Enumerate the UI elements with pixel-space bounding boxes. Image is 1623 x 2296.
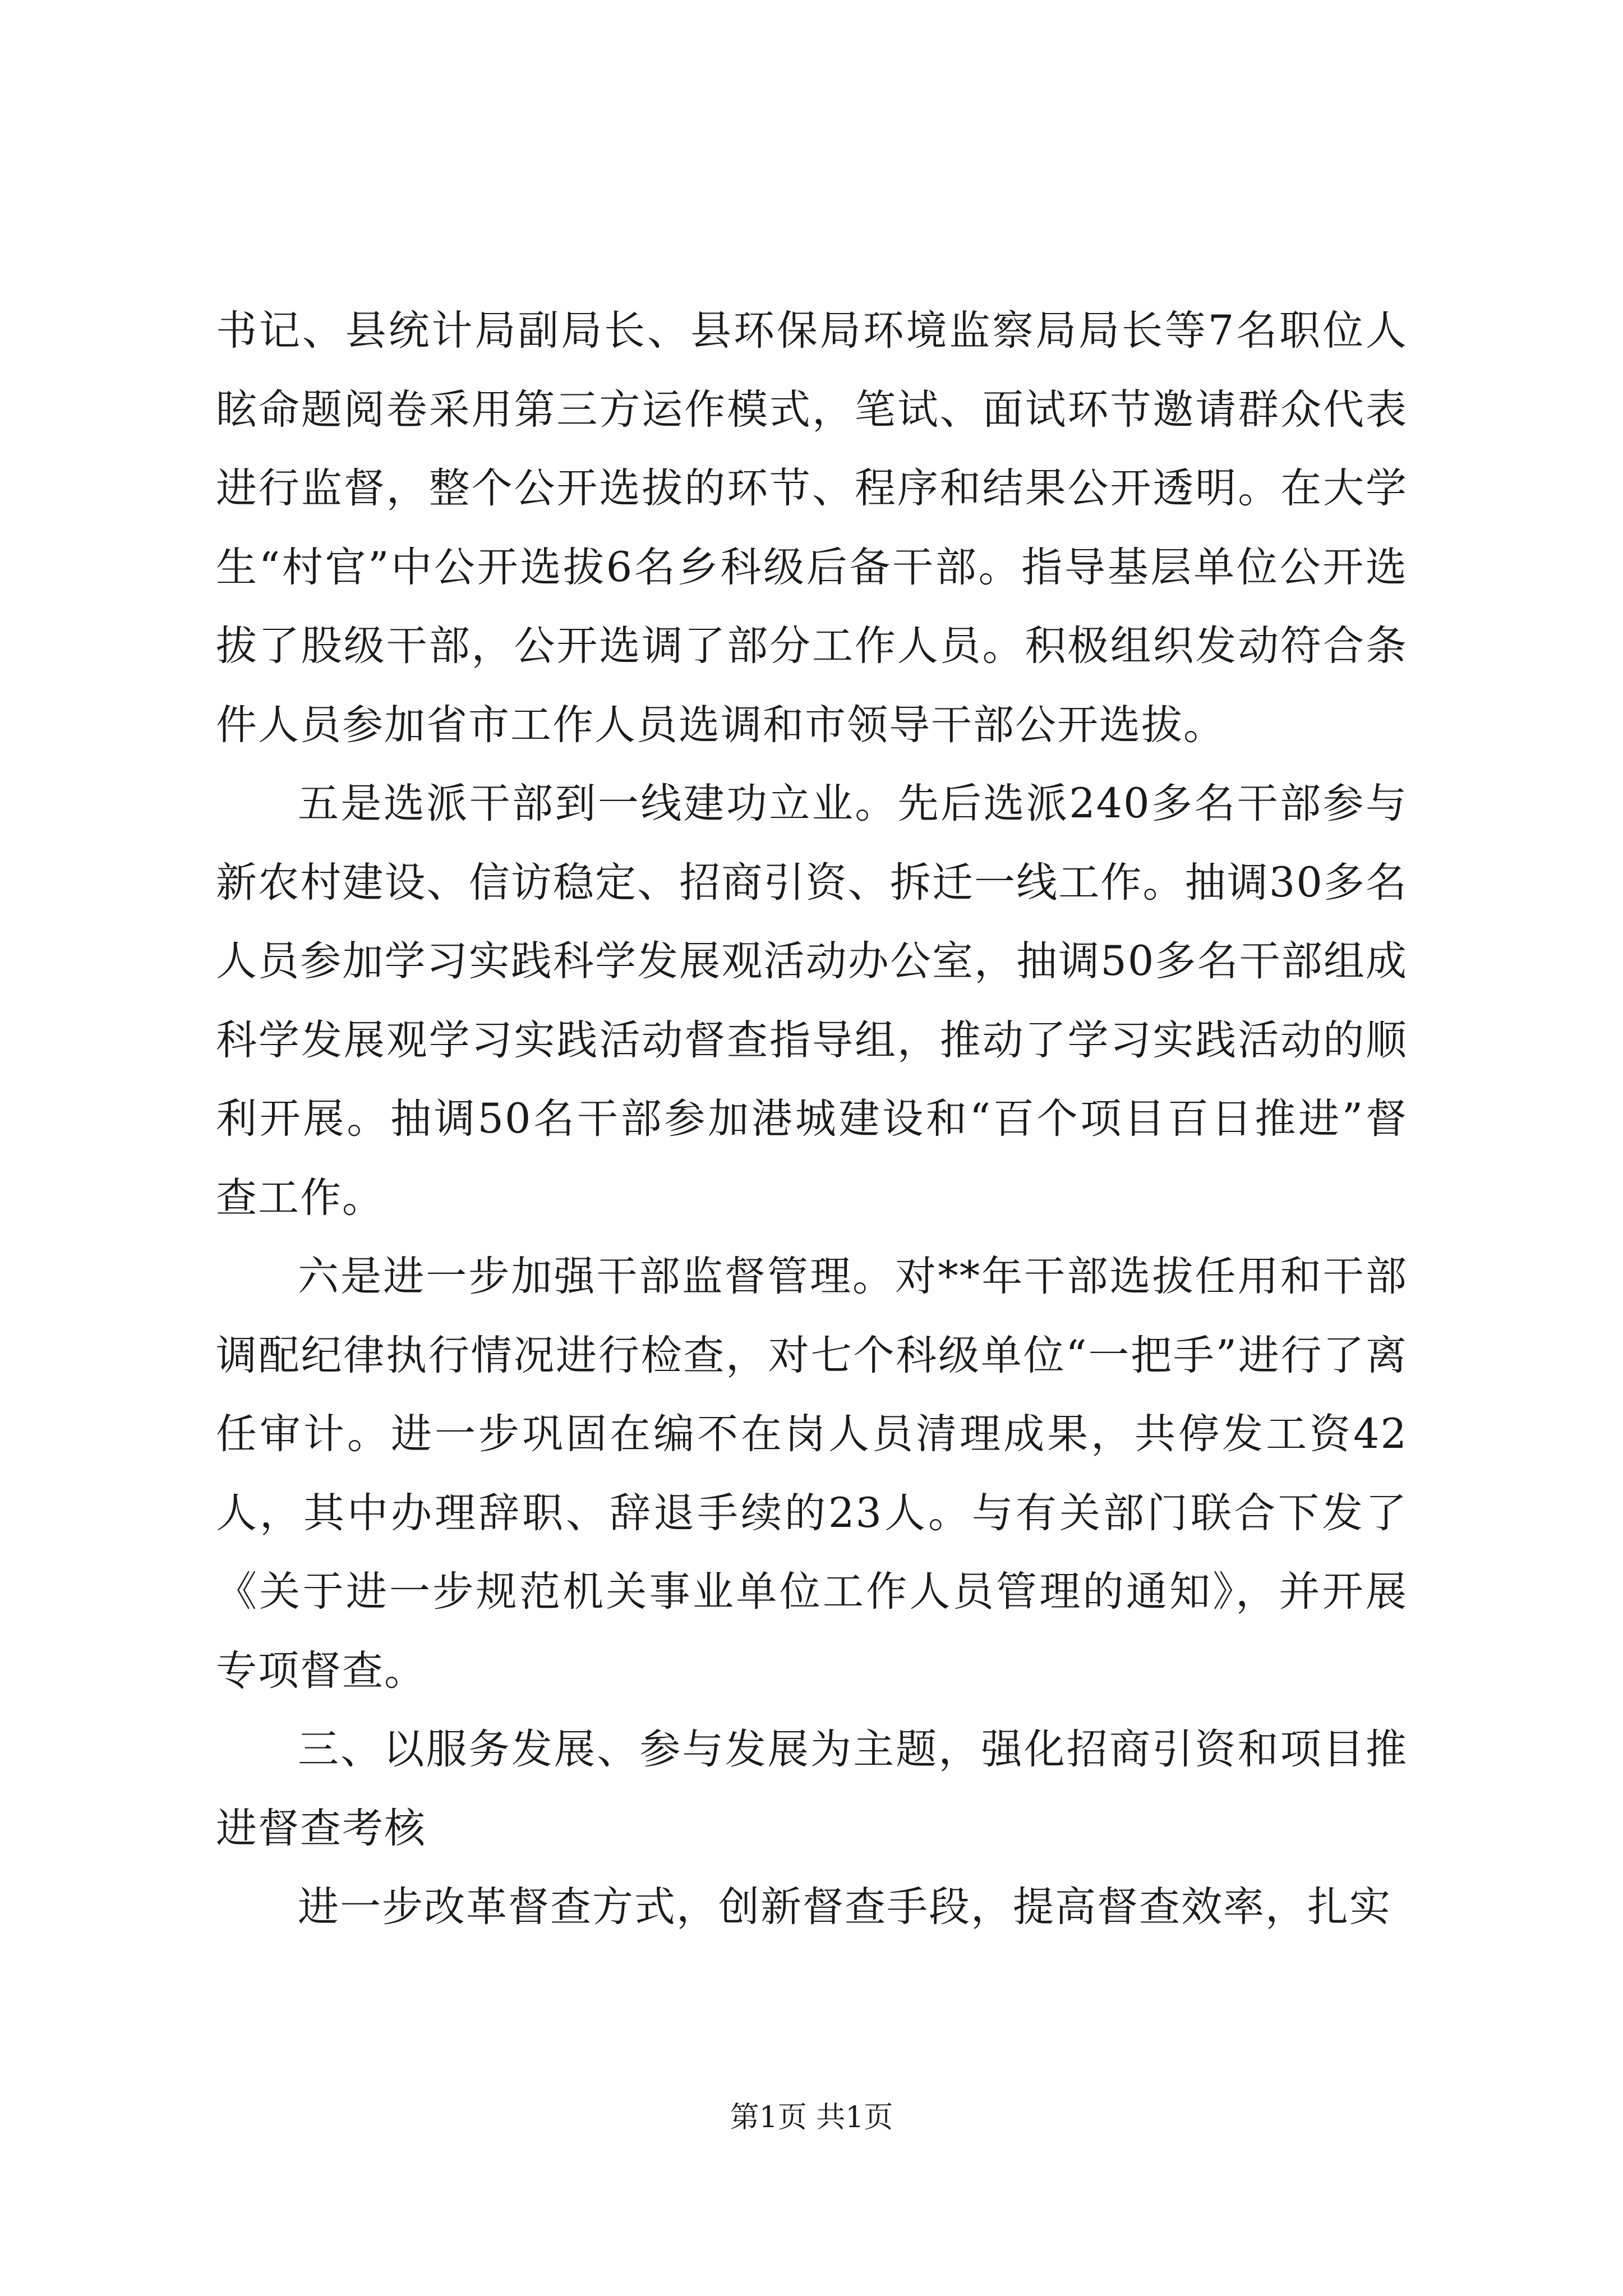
document-body — [216, 292, 1408, 1947]
page-number-label: 第1页 共1页 — [730, 2101, 893, 2134]
paragraph-section-three-intro: 进一步改革督查方式，创新督查手段，提高督查效率，扎实 — [298, 1883, 1391, 1931]
paragraph-point-six: 六是进一步加强干部监督管理。对**年干部选拔任用和干部调配纪律执行情况进行检查，对七个科级单位“一把手”进行了离任审计。进一步巩固在编不在岗人员清理成果，共停发工资42人，其中办理辞职、辞退手续的23人。与有关部门联合下发了《关于进一步规范机关事业单位工作人员管理的通知》，并开展专项督查。 — [216, 1253, 1408, 1695]
page-footer — [0, 2101, 1623, 2134]
paragraph-point-five: 五是选派干部到一线建功立业。先后选派240多名干部参与新农村建设、信访稳定、招商引资、拆迁一线工作。抽调30多名人员参加学习实践科学发展观活动办公室，抽调50多名干部组成科学发展观学习实践活动督查指导组，推动了学习实践活动的顺利开展。抽调50名干部参加港城建设和“百个项目百日推进”督查工作。 — [216, 780, 1408, 1222]
section-heading-three: 三、以服务发展、参与发展为主题，强化招商引资和项目推进督查考核 — [216, 1726, 1408, 1852]
paragraph-continuation: 书记、县统计局副局长、县环保局环境监察局局长等7名职位人眩命题阅卷采用第三方运作模式，笔试、面试环节邀请群众代表进行监督，整个公开选拔的环节、程序和结果公开透明。在大学生“村官”中公开选拔6名乡科级后备干部。指导基层单位公开选拔了股级干部，公开选调了部分工作人员。积极组织发动符合条件人员参加省市工作人员选调和市领导干部公开选拔。 — [216, 307, 1408, 749]
